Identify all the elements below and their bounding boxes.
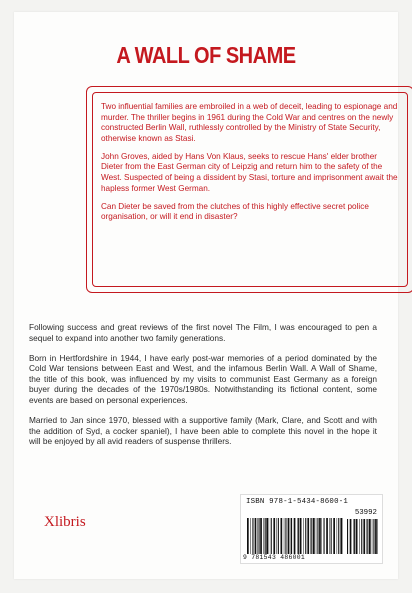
author-bio: [29, 322, 377, 456]
blurb-paragraph-3: Can Dieter be saved from the clutches of this highly effective secret police organisation, or will it end in disaster?: [101, 201, 369, 222]
blurb-paragraph-1: Two influential families are embroiled in a web of deceit, leading to espionage and murder. The thriller begins in 1961 during the Cold War and centres on the newly constructed Berlin Wall, ruthlessly controlled by the Ministry of State Security, otherwise known as Stasi.: [101, 102, 398, 143]
ean-digits: 9 781543 486001: [243, 554, 306, 561]
blurb-text: [101, 102, 400, 230]
barcode-block: [240, 494, 383, 564]
isbn-text: ISBN 978-1-5434-8600-1: [246, 498, 348, 506]
book-title: A WALL OF SHAME: [116, 43, 296, 69]
price-barcode-icon: [347, 519, 378, 554]
bio-paragraph-3: Married to Jan since 1970, blessed with a supportive family (Mark, Clare, and Scott and with the addition of Syd, a cocker spaniel), I have been able to complete this novel in the hope it will be enjoyed by all avid readers of suspense thrillers.: [29, 415, 377, 447]
price-code: 53992: [354, 509, 377, 517]
blurb-paragraph-2: John Groves, aided by Hans Von Klaus, seeks to rescue Hans' elder brother Dieter from the East German city of Leipzig and return him to the safety of the West. Suspected of being a dissident by Stasi, torture and imprisonment await the hapless former West German.: [101, 151, 398, 193]
bio-paragraph-2: Born in Hertfordshire in 1944, I have early post-war memories of a period dominated by the Cold War tensions between East and West, and the infamous Berlin Wall. A Wall of Shame, the title of this book, was influenced by my visits to communist East Germany as a foreign buyer during the decades of the 1970s/1980s. Notwithstanding its fictional content, some events are based on personal experiences.: [29, 352, 377, 406]
bio-paragraph-1: Following success and great reviews of the first novel The Film, I was encouraged to pen a sequel to expand into another two family generations.: [29, 322, 377, 343]
publisher-logo: Xlibris: [44, 514, 86, 530]
ean-barcode-icon: [247, 518, 343, 554]
